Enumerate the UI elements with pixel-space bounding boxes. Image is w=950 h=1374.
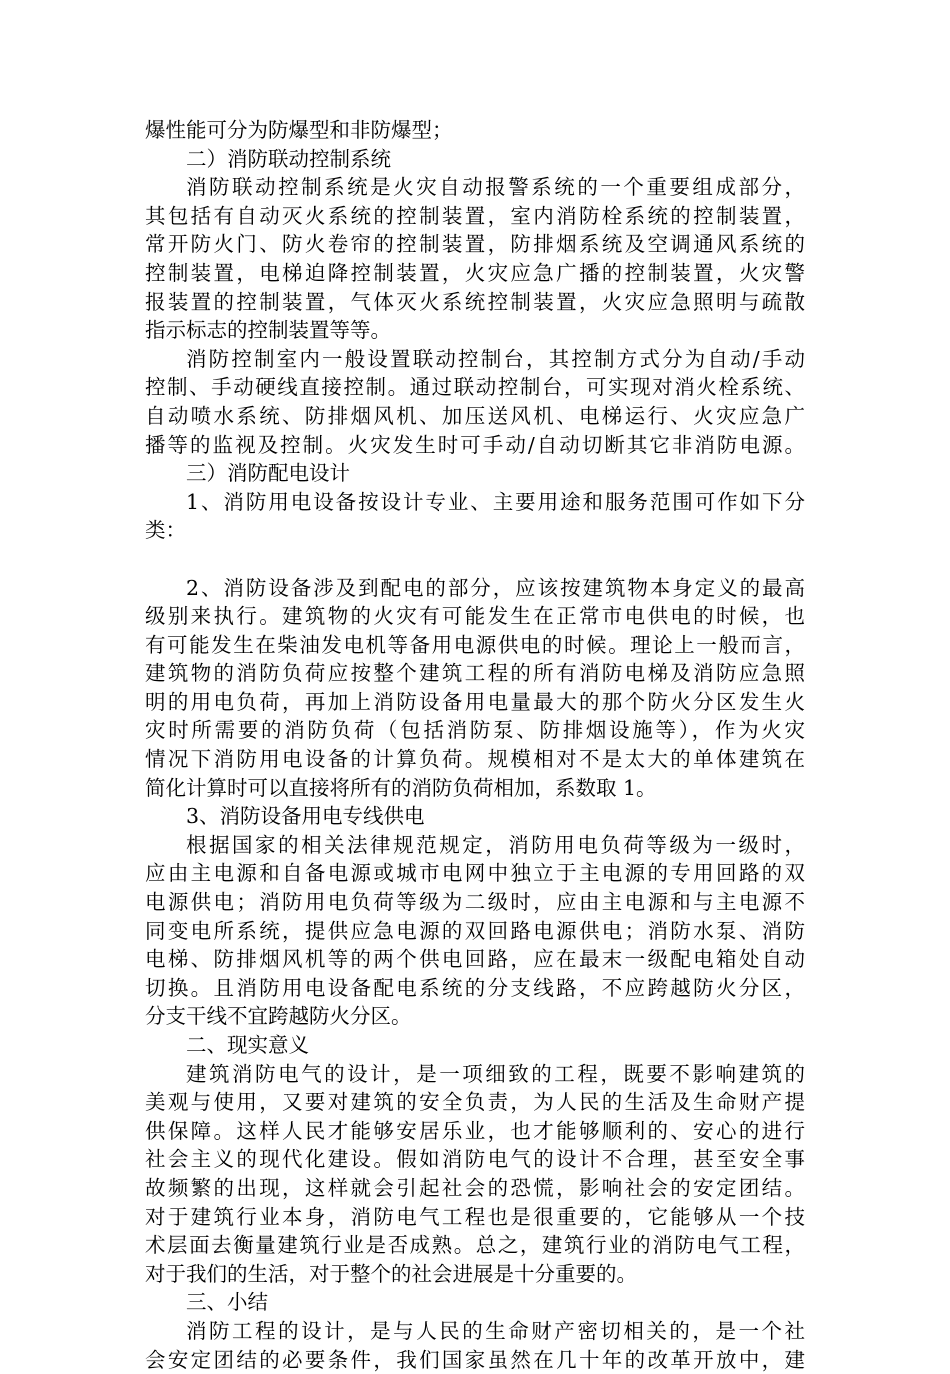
text-line: 明的用电负荷，再加上消防设备用电量最大的那个防火分区发生火 bbox=[145, 689, 805, 714]
text-line: 常开防火门、防火卷帘的控制装置，防排烟系统及空调通风系统的 bbox=[145, 232, 805, 257]
text-line: 消防联动控制系统是火灾自动报警系统的一个重要组成部分， bbox=[186, 175, 805, 200]
text-line: 3、消防设备用电专线供电 bbox=[186, 804, 425, 829]
text-line: 故频繁的出现，这样就会引起社会的恐慌，影响社会的安定团结。 bbox=[145, 1175, 805, 1200]
text-line: 二）消防联动控制系统 bbox=[186, 146, 391, 171]
text-line: 控制装置，电梯迫降控制装置，火灾应急广播的控制装置，火灾警 bbox=[145, 260, 805, 285]
text-line: 术层面去衡量建筑行业是否成熟。总之，建筑行业的消防电气工程， bbox=[145, 1233, 805, 1258]
text-line: 指示标志的控制装置等等。 bbox=[145, 318, 391, 343]
text-line: 控制、手动硬线直接控制。通过联动控制台，可实现对消火栓系统、 bbox=[145, 375, 805, 400]
text-line: 其包括有自动灭火系统的控制装置，室内消防栓系统的控制装置， bbox=[145, 203, 805, 228]
text-line: 三、小结 bbox=[186, 1290, 268, 1315]
text-line: 类： bbox=[145, 518, 186, 543]
text-line: 电梯、防排烟风机等的两个供电回路，应在最末一级配电箱处自动 bbox=[145, 947, 805, 972]
text-line: 美观与使用，又要对建筑的安全负责，为人民的生活及生命财产提 bbox=[145, 1090, 805, 1115]
text-line: 2、消防设备涉及到配电的部分，应该按建筑物本身定义的最高 bbox=[186, 575, 805, 600]
text-line: 自动喷水系统、防排烟风机、加压送风机、电梯运行、火灾应急广 bbox=[145, 403, 805, 428]
text-line: 情况下消防用电设备的计算负荷。规模相对不是太大的单体建筑在 bbox=[145, 747, 805, 772]
text-line: 分支干线不宜跨越防火分区。 bbox=[145, 1004, 412, 1029]
text-line: 对于建筑行业本身，消防电气工程也是很重要的，它能够从一个技 bbox=[145, 1204, 805, 1229]
text-line: 爆性能可分为防爆型和非防爆型； bbox=[145, 118, 453, 142]
text-line: 会安定团结的必要条件，我们国家虽然在几十年的改革开放中，建 bbox=[145, 1347, 805, 1372]
text-line: 消防工程的设计，是与人民的生命财产密切相关的，是一个社 bbox=[186, 1318, 805, 1343]
text-line: 应由主电源和自备电源或城市电网中独立于主电源的专用回路的双 bbox=[145, 861, 805, 886]
text-line: 对于我们的生活，对于整个的社会进展是十分重要的。 bbox=[145, 1261, 637, 1286]
text-line: 三）消防配电设计 bbox=[186, 461, 350, 486]
text-line: 建筑消防电气的设计，是一项细致的工程，既要不影响建筑的 bbox=[186, 1061, 805, 1086]
text-line: 根据国家的相关法律规范规定，消防用电负荷等级为一级时， bbox=[186, 832, 805, 857]
text-line: 简化计算时可以直接将所有的消防负荷相加，系数取 1。 bbox=[145, 775, 657, 800]
text-line: 同变电所系统，提供应急电源的双回路电源供电；消防水泵、消防 bbox=[145, 918, 805, 943]
text-line: 灾时所需要的消防负荷（包括消防泵、防排烟设施等），作为火灾 bbox=[145, 718, 805, 743]
text-line: 播等的监视及控制。火灾发生时可手动/自动切断其它非消防电源。 bbox=[145, 432, 805, 457]
text-line: 社会主义的现代化建设。假如消防电气的设计不合理，甚至安全事 bbox=[145, 1147, 805, 1172]
text-line: 有可能发生在柴油发电机等备用电源供电的时候。理论上一般而言， bbox=[145, 632, 805, 657]
text-line: 供保障。这样人民才能够安居乐业，也才能够顺利的、安心的进行 bbox=[145, 1118, 805, 1143]
text-line: 二、现实意义 bbox=[186, 1033, 309, 1057]
blank-line bbox=[145, 545, 805, 574]
text-line: 级别来执行。建筑物的火灾有可能发生在正常市电供电的时候，也 bbox=[145, 604, 805, 629]
text-line: 1、消防用电设备按设计专业、主要用途和服务范围可作如下分 bbox=[186, 489, 805, 514]
text-line: 电源供电；消防用电负荷等级为二级时，应由主电源和与主电源不 bbox=[145, 890, 805, 915]
text-line: 报装置的控制装置，气体灭火系统控制装置，火灾应急照明与疏散 bbox=[145, 289, 805, 314]
document-body bbox=[145, 116, 805, 1374]
text-line: 切换。且消防用电设备配电系统的分支线路，不应跨越防火分区， bbox=[145, 975, 805, 1000]
text-line: 消防控制室内一般设置联动控制台，其控制方式分为自动/手动 bbox=[186, 346, 805, 371]
text-line: 建筑物的消防负荷应按整个建筑工程的所有消防电梯及消防应急照 bbox=[145, 661, 805, 686]
